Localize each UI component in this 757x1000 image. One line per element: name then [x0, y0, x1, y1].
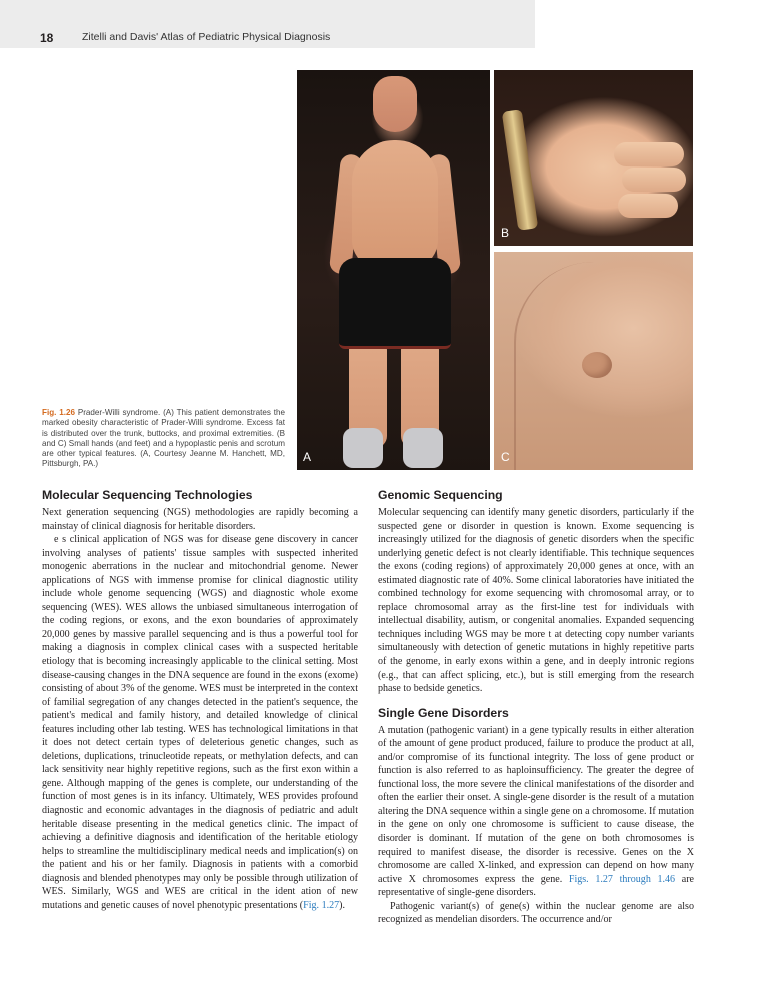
section-genomic-sequencing	[378, 487, 694, 696]
paragraph	[378, 724, 694, 900]
panel-label-b: B	[501, 226, 510, 240]
panel-label-a: A	[303, 450, 312, 464]
section-heading: Molecular Sequencing Technologies	[42, 488, 253, 502]
figure-link[interactable]: Fig. 1.27	[303, 899, 340, 911]
section-molecular-sequencing	[42, 487, 358, 912]
section-heading: Single Gene Disorders	[378, 705, 509, 720]
panel-label-c: C	[501, 450, 510, 464]
figure-panel-a-photo	[297, 70, 490, 470]
page-number: 18	[40, 31, 54, 45]
paragraph: Pathogenic variant(s) of gene(s) within the nuclear genome are also recognized as mendelian disorders. The occurrence and/or	[378, 900, 694, 926]
running-header	[0, 0, 535, 48]
photo-detail	[403, 428, 443, 468]
photo-detail	[373, 76, 417, 132]
photo-detail	[618, 194, 678, 218]
paragraph: Next generation sequencing (NGS) methodologies are rapidly becoming a mainstay of clinical diagnosis for heritable disorders.	[42, 507, 358, 532]
paragraph	[42, 533, 358, 912]
paragraph-text: A mutation (pathogenic variant) in a gene typically results in either alteration of the amount of gene product produced, failure to produce the product at all, and/or compromise of its functional integrity. The loss of gene product or function is also referred to as haploinsufficiency. The greater the degree of functional loss, the more severe the clinical manifestations of the disorder and often the earlier their onset. A single-gene disorder is the result of a mutation altering the DNA sequence within a single gene on a chromosome. If mutation in the gene on only one chromosome is sufficient to cause disease, the disorder is dominant. If mutation of the gene on both chromosomes is required to manifest disease, the disorder is recessive. Genes on the X chromosome are called X-linked, and expression can depend on how many active X chromosomes express the gene.	[378, 724, 694, 885]
photo-detail	[502, 109, 539, 231]
figure-caption-text: Prader-Willi syndrome. (A) This patient demonstrates the marked obesity characteristic of Prader-Willi syndrome. Excess fat is distributed over the trunk, buttocks, and proximal extremities. (B and C) Small hands (and feet) and a hypoplastic penis and scrotum are other typical features. (A, Courtesy Jeanne M. Hanchett, MD, Pittsburgh, PA.)	[42, 408, 285, 469]
figure-caption	[42, 408, 285, 470]
paragraph-text-end: ).	[339, 899, 346, 911]
figure-panel-c-photo	[494, 252, 693, 470]
photo-detail	[622, 168, 686, 192]
section-heading: Genomic Sequencing	[378, 488, 503, 502]
figure-panel-b-photo	[494, 70, 693, 246]
section-single-gene-disorders	[378, 705, 694, 927]
running-title: Zitelli and Davis' Atlas of Pediatric Physical Diagnosis	[82, 31, 331, 43]
photo-detail	[352, 140, 438, 270]
photo-detail	[343, 428, 383, 468]
paragraph: Molecular sequencing can identify many genetic disorders, particularly if the suspected gene or disorder in question is known. Exome sequencing is increasingly utilized for the diagnosis of genetic disorders when the specific underlying genetic defect is not clearly identifiable. This technique sequences the exons (coding regions) of approximately 20,000 genes at once, with an estimated diagnostic rate of 40%. Some clinical laboratories have initiated the combined technology for exome sequencing with chromosomal array, or to replace chromosomal array as the first-line test for individuals with intellectual disability, autism, or congenital anomalies. Expanded sequencing techniques including WGS may be more t at detecting copy number variants simultaneously with detection of genetic mutations in highly repetitive parts of the genome, in early exons within a gene, and in deeply intronic regions (e.g., that can affect splicing, etc.), but is still emerging from the research phase to bedside genetics.	[378, 507, 694, 695]
right-column	[378, 487, 694, 936]
figure-caption-label: Fig. 1.26	[42, 408, 75, 417]
photo-detail	[582, 352, 612, 378]
photo-detail	[339, 258, 451, 349]
photo-detail	[614, 142, 684, 166]
paragraph-text-end: are representative of single-gene disorders.	[378, 873, 695, 899]
paragraph-text: e s clinical application of NGS was for disease gene discovery in cancer involving analyses of patients' tissue samples with suspected inherited monogenic aberrations in the nuclear and mitochondrial genome. Newer applications of NGS with immense promise for clinical diagnostic utility include whole genome sequencing (WGS) and diagnostic whole exome sequencing (WES). WES allows the unbiased simultaneous interrogation of the coding regions, or exons, and the exon boundaries of approximately 20,000 genes by massive parallel sequencing and is thus a powerful tool for making a diagnosis in complex clinical cases with a suspected heritable etiology that is becoming increasingly applicable to the clinical setting. Most disease-causing changes in the DNA sequence are found in the exons (exome) consisting of about 3% of the genome. WES must be interpreted in the context of familial segregation of any changes detected in the patient's sequence, the patient's medical and family history, and detailed knowledge of clinical features including other lab testing. WES has technological limitations in that it does not detect certain types of deleterious genetic changes, such as deletions, duplications, trinucleotide repeats, or methylation defects, and can lack sensitivity near highly repetitive regions, such as the first exon within a gene. Although mapping of the genes is complete, our understanding of the function of most genes is in its infancy. Ultimately, WES provides profound diagnostic and economic advantages in the diagnosis of pediatric and adult heritable disease presenting in the medical genetics clinic. The impact of achieving a definitive diagnosis and identification of the heritable etiology helps to streamline the multidisciplinary medical needs and implication(s) on the patient and his or her family. Diagnosis in patients with a comorbid diagnosis and blended phenotypes may only be possible through utilization of WES. Similarly, WGS and WES are critical in the ident ation of new mutations and genetic causes of novel phenotypic presentations (	[42, 534, 358, 911]
left-column	[42, 487, 358, 921]
figure-link[interactable]: Figs. 1.27 through 1.46	[568, 873, 676, 885]
